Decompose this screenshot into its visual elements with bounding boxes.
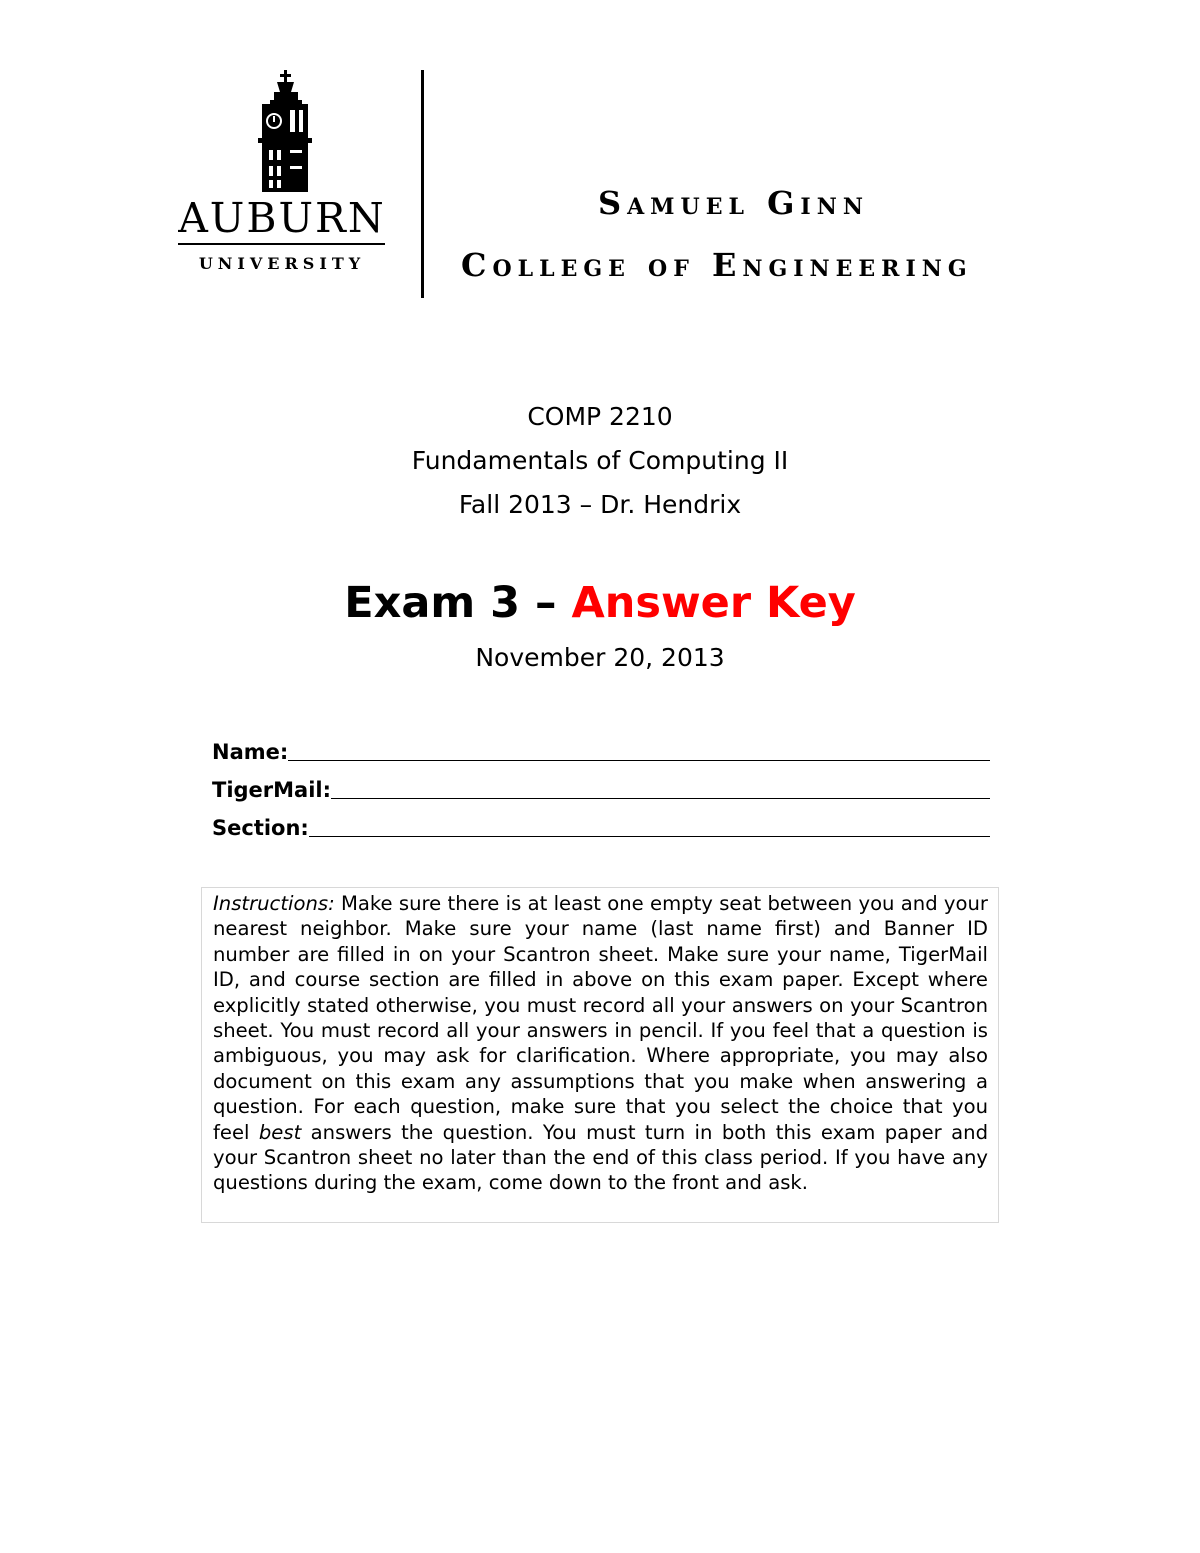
college-name-line-2: College of Engineering [461,246,973,284]
instructions-text-2: answers the question. You must turn in both this exam paper and your Scantron sheet no later than the end of this class period. If you have any questions during the exam, come down to the front and ask. [213,1120,989,1195]
section-field[interactable] [212,804,990,842]
exam-title-accent: Answer Key [571,578,856,628]
tigermail-field[interactable] [212,766,990,804]
tigermail-line[interactable] [331,797,990,799]
student-fields [212,728,990,842]
exam-title-main: Exam 3 – [344,578,572,628]
section-label: Section: [212,816,309,840]
logo-rule [178,243,385,245]
logo-university: UNIVERSITY [198,254,366,273]
logo-wordmark: AUBURN [178,194,386,242]
course-term: Fall 2013 – Dr. Hendrix [458,490,742,519]
clock-tower-icon [244,70,316,192]
college-name-line-1: Samuel Ginn [598,184,869,222]
course-info [0,395,1200,527]
exam-title [0,575,1200,631]
name-label: Name: [212,740,289,764]
section-line[interactable] [309,835,990,837]
instructions-box [201,887,999,1223]
course-code: COMP 2210 [527,402,673,431]
instructions-emphasis: best [258,1120,302,1144]
letterhead [0,0,1200,310]
name-line[interactable] [288,759,990,761]
course-name: Fundamentals of Computing II [411,446,789,475]
name-field[interactable] [212,728,990,766]
instructions-text-1: Make sure there is at least one empty seat between you and your nearest neighbor. Make sure your name (last name first) and Banner ID number are filled in on your Scantron sheet. Make sure your name, TigerMail ID, and course section are filled in above on this exam paper. Except where explicitly stated otherwise, you must record all your answers on your Scantron sheet. You must record all your answers in pencil. If you feel that a question is ambiguous, you may ask for clarification. Where appropriate, you may also document on this exam any assumptions that you make when answering a question. For each question, make sure that you select the choice that you feel [213,892,988,1144]
letterhead-divider [421,70,424,298]
exam-date: November 20, 2013 [475,643,725,672]
instructions-lead: Instructions: [213,892,335,915]
tigermail-label: TigerMail: [212,778,332,802]
